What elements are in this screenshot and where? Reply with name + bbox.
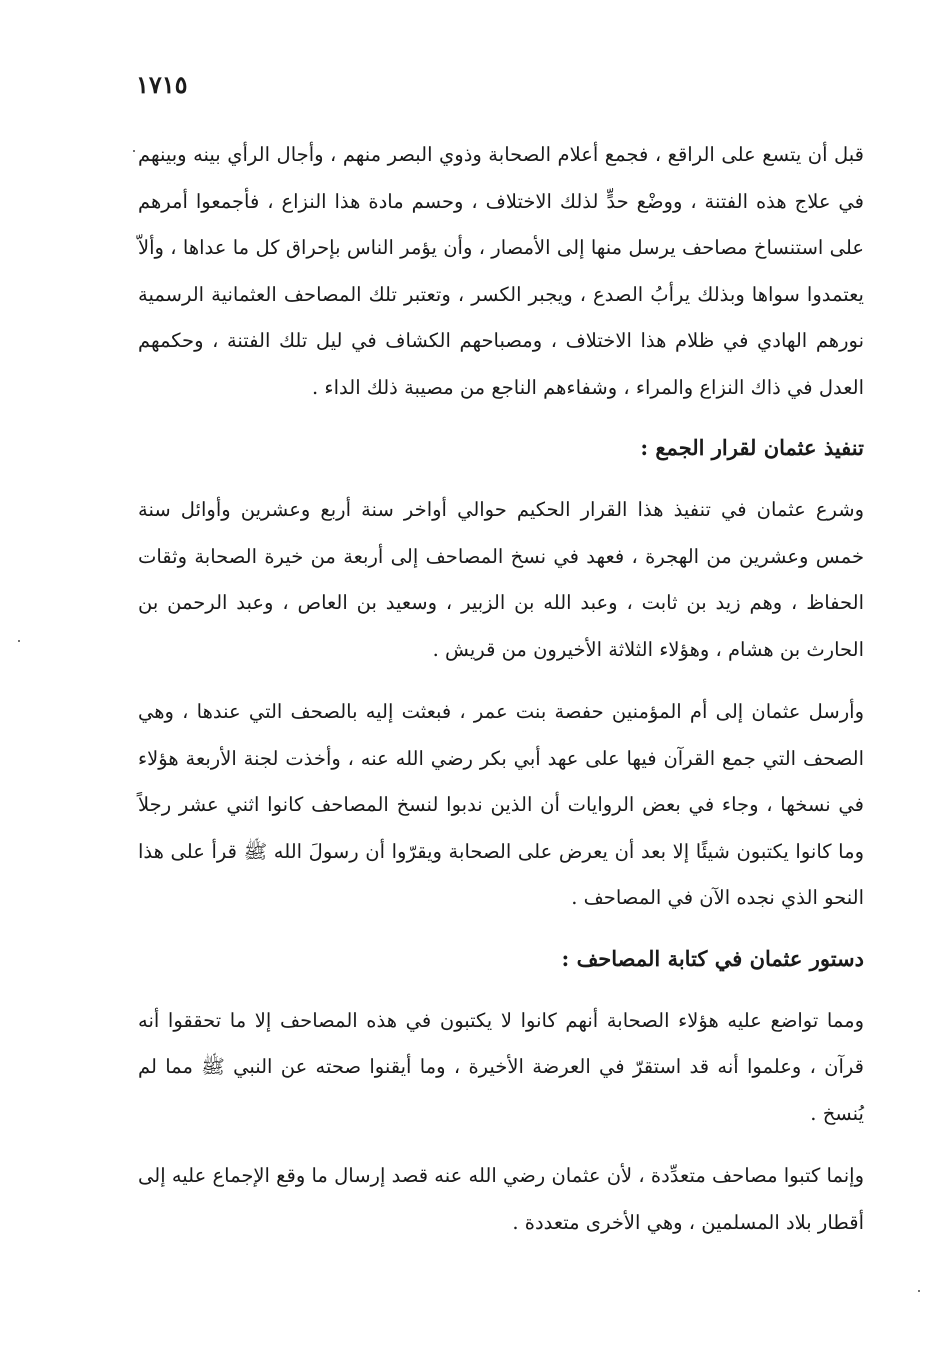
section-heading-constitution: دستور عثمان في كتابة المصاحف : [561,945,864,971]
paragraph-agreement: ومما تواضع عليه هؤلاء الصحابة أنهم كانوا لا يكتبون في هذه المصاحف إلا ما تحققوا أنه قرآن ، وعلموا أنه قد استقرّ في العرضة الأخيرة ، وما أيقنوا صحته عن النبي ﷺ مما لم يُنسخ . [138,1008,864,1125]
paragraph-multiple-copies: وإنما كتبوا مصاحف متعدِّدة ، لأن عثمان رضي الله عنه قصد إرسال ما وقع الإجماع عليه إلى أقطار بلاد المسلمين ، وهي الأخرى متعددة . [138,1164,864,1234]
scan-speck [18,640,20,642]
scan-speck [918,1290,920,1292]
page-number: ١٧١٥ [136,70,188,99]
scan-speck [133,150,135,152]
page-body [138,132,864,1246]
paragraph-committee: وشرع عثمان في تنفيذ هذا القرار الحكيم حوالي أواخر سنة أربع وعشرين وأوائل سنة خمس وعشرين من الهجرة ، فعهد في نسخ المصاحف إلى أربعة من خيرة الصحابة وثقات الحفاظ ، وهم زيد بن ثابت ، وعبد الله بن الزبير ، وسعيد بن العاص ، وعبد الرحمن بن الحارث بن هشام ، وهؤلاء الثلاثة الأخيرون من قريش . [138,498,864,661]
section-heading-implementation: تنفيذ عثمان لقرار الجمع : [640,435,864,460]
paragraph-hafsa: وأرسل عثمان إلى أم المؤمنين حفصة بنت عمر ، فبعثت إليه بالصحف التي عندها ، وهي الصحف التي جمع القرآن فيها على عهد أبي بكر رضي الله عنه ، وأخذت لجنة الأربعة هؤلاء في نسخها ، وجاء في بعض الروايات أن الذين ندبوا لنسخ المصاحف كانوا اثني عشر رجلاً وما كانوا يكتبون شيئًا إلا بعد أن يعرض على الصحابة ويقرّوا أن رسولَ الله ﷺ قرأ على هذا النحو الذي نجده الآن في المصاحف . [138,700,864,909]
paragraph-intro: قبل أن يتسع على الراقع ، فجمع أعلام الصحابة وذوي البصر منهم ، وأجال الرأي بينه وبينهم في علاج هذه الفتنة ، ووضْع حدٍّ لذلك الاختلاف ، وحسم مادة هذا النزاع ، فأجمعوا أمرهم على استنساخ مصاحف يرسل منها إلى الأمصار ، وأن يؤمر الناس بإحراق كل ما عداها ، وألاّ يعتمدوا سواها وبذلك يرأبُ الصدع ، ويجبر الكسر ، وتعتبر تلك المصاحف العثمانية الرسمية نورهم الهادي في ظلام هذا الاختلاف ، ومصباحهم الكشاف في ليل تلك الفتنة ، وحكمهم العدل في ذاك النزاع والمراء ، وشفاءهم الناجع من مصيبة ذلك الداء . [138,143,864,399]
